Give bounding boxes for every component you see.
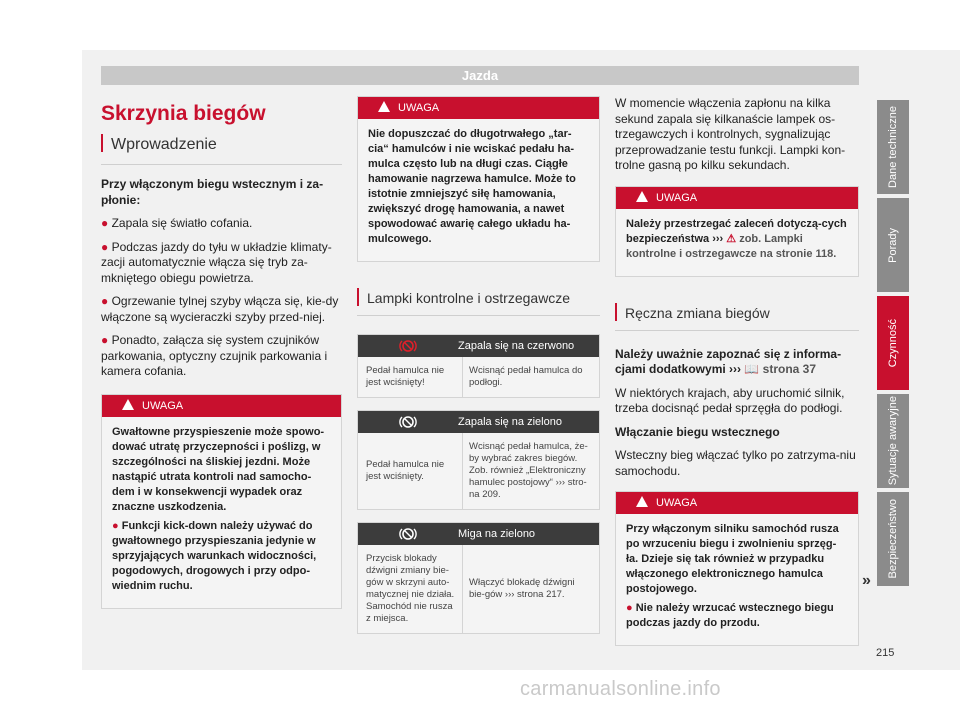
warning-triangle-icon xyxy=(378,101,390,112)
side-tabs xyxy=(877,100,909,590)
list-item: ● Ponadto, załącza się system czujników parkowania, optyczny czujnik parkowania i kamera cofania. xyxy=(101,333,328,378)
warning-bullet: ● Nie należy wrzucać wstecznego biegu podczas jazdy do przodu. xyxy=(626,602,834,629)
lamp-cause: Pedał hamulca nie jest wciśnięty! xyxy=(358,357,463,397)
bullet-icon: ● xyxy=(626,602,633,614)
warning-header: UWAGA xyxy=(358,97,599,119)
warning-text: Należy przestrzegać zaleceń dotyczą-cych bezpieczeństwa ››› ⚠ zob. Lampki kontrolne i ostrzegawcze na stronie 118. xyxy=(626,217,847,260)
lamp-cause: Pedał hamulca nie jest wciśnięty. xyxy=(358,433,463,509)
section-title: Skrzynia biegów xyxy=(101,102,266,125)
warning-body xyxy=(102,417,341,608)
column-1 xyxy=(101,96,342,609)
chapter-header: Jazda xyxy=(101,66,859,85)
brake-warning-icon xyxy=(399,339,417,353)
column-3 xyxy=(615,96,859,646)
lamp-table xyxy=(357,334,600,398)
paragraph: Wsteczny bieg włączać tylko po zatrzyma-niu samochodu. xyxy=(615,448,856,478)
watermark-text: carmanualsonline.info xyxy=(520,678,721,700)
table-row xyxy=(358,357,599,397)
warning-body xyxy=(358,119,599,261)
paragraph: W momencie włączenia zapłonu na kilka sekund zapala się kilkanaście lampek os-trzegawczych i kontrolnych, sygnalizując przeprowadzanie testu funkcji. Lampki kon-trolne gasną po kilku sekundach. xyxy=(615,96,846,172)
tab-sytuacje-awaryjne[interactable]: Sytuacje awaryjne xyxy=(877,394,909,488)
lamp-table-header xyxy=(358,335,599,357)
title-bar-marker xyxy=(101,134,103,152)
bullet-icon: ● xyxy=(101,333,109,347)
subheading: Włączanie biegu wstecznego xyxy=(615,424,780,439)
lamp-table-header xyxy=(358,523,599,545)
block-title-lamps: Lampki kontrolne i ostrzegawcze xyxy=(357,288,600,316)
warning-triangle-small-icon: ⚠ xyxy=(726,232,737,245)
warning-box xyxy=(615,491,859,646)
tab-porady[interactable]: Porady xyxy=(877,198,909,292)
warning-bullet: ● Funkcji kick-down należy używać do gwałtownego przyspieszania jedynie w sprzyjających warunkach widoczności, pogodowych, drogowych i przy odpo-wiednim ruchu. xyxy=(112,519,317,592)
title-bar-marker xyxy=(615,303,617,321)
cross-reference-link[interactable]: strona 37 xyxy=(762,362,817,376)
lamp-action: Wcisnąć pedał hamulca do podłogi. xyxy=(469,365,583,388)
lamp-status: Miga na zielono xyxy=(458,528,536,540)
title-bar-marker xyxy=(357,288,359,306)
warning-box xyxy=(101,394,342,609)
list-item: ● Ogrzewanie tylnej szyby włącza się, kie-dy włączone są wycieraczki szyby przed-niej. xyxy=(101,294,339,324)
table-row xyxy=(358,433,599,509)
brake-pedal-icon xyxy=(399,527,417,541)
warning-text: Nie dopuszczać do długotrwałego „tar-cia“ hamulców i nie wciskać pedału ha-mulca często lub na długi czas. Ciągłe hamowanie nagrzewa hamulce. Może to istotnie zmniejszyć siłę hamowania, zwiększyć drogę hamowania, a nawet spowodować awarię całego układu ha-mulcowego. xyxy=(368,128,576,245)
lamp-table xyxy=(357,522,600,634)
warning-header: UWAGA xyxy=(616,187,858,209)
warning-triangle-icon xyxy=(636,496,648,507)
paragraph: W niektórych krajach, aby uruchomić silnik, trzeba docisnąć pedał sprzęgła do podłogi. xyxy=(615,385,845,415)
column-2 xyxy=(357,96,600,646)
list-item: ● Podczas jazdy do tyłu w układzie klimaty-zacji automatycznie włącza się tryb za-mkniętego obiegu powietrza. xyxy=(101,239,332,285)
warning-header: UWAGA xyxy=(616,492,858,514)
warning-text: Gwałtowne przyspieszenie może spowo-dować utratę przyczepności i poślizg, w szczególności na śliskiej jezdni. Może nastąpić utrata kontroli nad samocho-dem i w konsekwencji wypadek oraz znaczne uszkodzenia. xyxy=(112,425,325,513)
lamp-action: Wcisnąć pedał hamulca, że-by wybrać zakres biegów. Zob. również „Elektroniczny hamulec postojowy“ ››› stro-na 209. xyxy=(469,441,588,500)
lamp-table xyxy=(357,410,600,510)
bullet-icon: ● xyxy=(112,519,119,532)
page-number: 215 xyxy=(876,647,895,659)
tab-czynnosc[interactable]: Czynność xyxy=(877,296,909,390)
warning-box xyxy=(357,96,600,262)
bullet-icon: ● xyxy=(101,294,109,308)
warning-body xyxy=(616,209,858,276)
brake-pedal-icon xyxy=(399,415,417,429)
intro-heading: Przy włączonym biegu wstecznym i za-płonie: xyxy=(101,177,324,207)
intro-paragraph: Należy uważnie zapoznać się z informa-cjami dodatkowymi ››› 📖 strona 37 xyxy=(615,346,842,376)
tab-bezpieczenstwo[interactable]: Bezpieczeństwo xyxy=(877,492,909,586)
lamp-cause: Przycisk blokady dźwigni zmiany bie-gów w skrzyni auto-matycznej nie działa. Samochód nie rusza z miejsca. xyxy=(358,545,463,633)
warning-triangle-icon xyxy=(122,399,134,410)
book-icon: 📖 xyxy=(744,362,760,376)
tab-dane-techniczne[interactable]: Dane techniczne xyxy=(877,100,909,194)
block-title-manual: Ręczna zmiana biegów xyxy=(615,303,859,331)
warning-box xyxy=(615,186,859,277)
bullet-icon: ● xyxy=(101,239,109,254)
warning-header: UWAGA xyxy=(102,395,341,417)
list-item: ● Zapala się światło cofania. xyxy=(101,216,253,230)
lamp-status: Zapala się na czerwono xyxy=(458,340,575,352)
warning-text: Przy włączonym silniku samochód rusza po wrzuceniu biegu i zwolnieniu sprzęg-ła. Dzieje się tak również w przypadku włączonego elektronicznego hamulca postojowego. xyxy=(626,523,839,595)
table-row xyxy=(358,545,599,633)
lamp-action: Włączyć blokadę dźwigni bie-gów ››› strona 217. xyxy=(469,577,575,600)
bullet-icon: ● xyxy=(101,216,109,230)
warning-body xyxy=(616,514,858,645)
lamp-status: Zapala się na zielono xyxy=(458,416,562,428)
cross-reference-link[interactable]: zob. Lampki kontrolne i ostrzegawcze na stronie 118. xyxy=(626,232,837,260)
lamp-table-header xyxy=(358,411,599,433)
sub-title: Wprowadzenie xyxy=(101,128,342,165)
continue-arrow-icon: » xyxy=(862,572,871,589)
warning-triangle-icon xyxy=(636,191,648,202)
